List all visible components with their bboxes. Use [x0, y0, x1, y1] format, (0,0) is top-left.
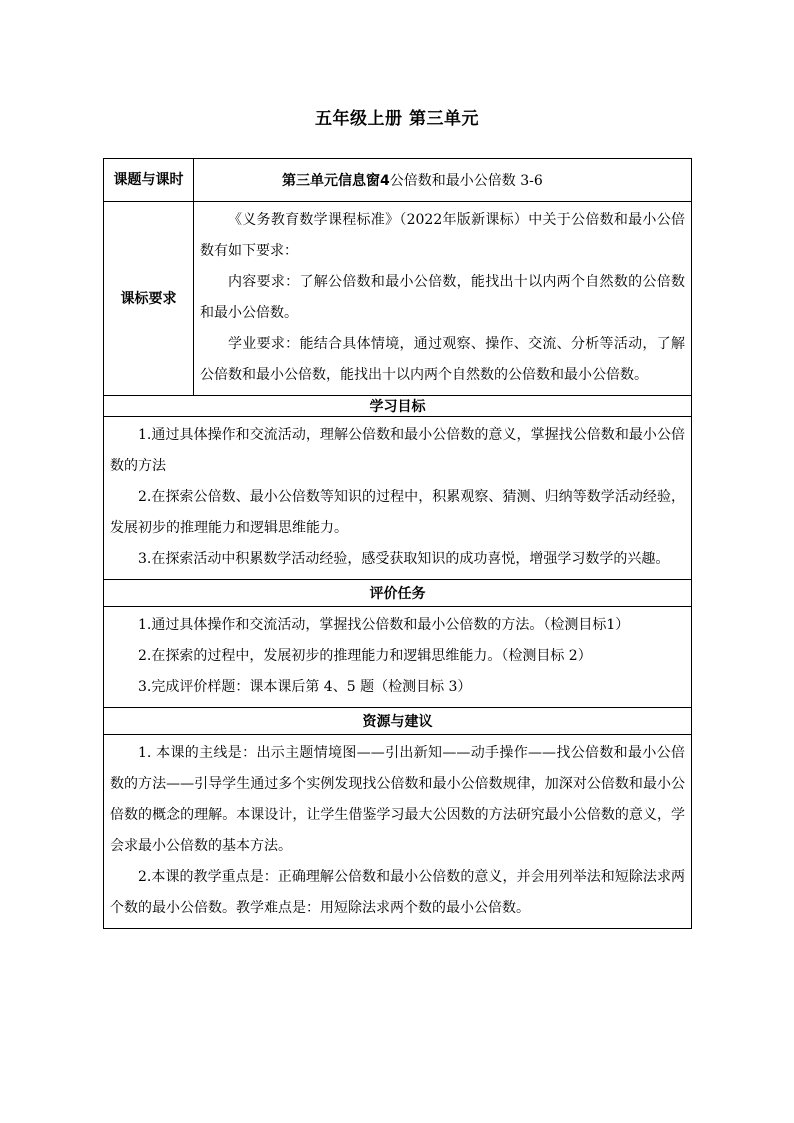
objectives-heading: 学习目标: [104, 396, 692, 417]
evaluation-heading: 评价任务: [104, 580, 692, 607]
standard-paragraph: 内容要求：了解公倍数和最小公倍数，能找出十以内两个自然数的公倍数和最小公倍数。: [200, 274, 685, 321]
standard-row: [104, 202, 692, 396]
resources-row: [104, 735, 692, 929]
lesson-title-row: [104, 159, 692, 202]
lesson-title: [194, 159, 692, 202]
standard-content: [194, 202, 692, 396]
evaluation-heading-row: [104, 580, 692, 607]
objective-item: 1.通过具体操作和交流活动，理解公倍数和最小公倍数的意义，掌握找公倍数和最小公倍数的方法: [110, 427, 685, 474]
objectives-content: [104, 417, 692, 580]
objective-item: 2.在探索公倍数、最小公倍数等知识的过程中，积累观察、猜测、归纳等数学活动经验，发展初步的推理能力和逻辑思维能力。: [110, 489, 685, 536]
objective-item: 3.在探索活动中积累数学活动经验，感受获取知识的成功喜悦，增强学习数学的兴趣。: [138, 551, 670, 567]
standard-paragraph: 《义务教育数学课程标准》（2022年版新课标）中关于公倍数和最小公倍数有如下要求：: [200, 212, 685, 259]
resources-heading-row: [104, 708, 692, 735]
page-title: 五年级上册 第三单元: [315, 109, 479, 129]
evaluation-content: [104, 607, 692, 708]
lesson-title-topic: 公倍数和最小公倍数 3-6: [389, 173, 543, 189]
lesson-label: 课题与课时: [104, 159, 194, 202]
evaluation-item: 3.完成评价样题：课本课后第 4、5 题（检测目标 3）: [138, 679, 472, 695]
resource-item: 1. 本课的主线是：出示主题情境图——引出新知——动手操作——找公倍数和最小公倍数的方法——引导学生通过多个实例发现找公倍数和最小公倍数规律，加深对公倍数和最小公倍数的概念的理解。本课设计，让学生借鉴学习最大公因数的方法研究最小公倍数的意义，学会求最小公倍数的基本方法。: [110, 745, 685, 854]
standard-label: 课标要求: [104, 202, 194, 396]
objectives-heading-row: [104, 396, 692, 417]
objectives-row: [104, 417, 692, 580]
evaluation-row: [104, 607, 692, 708]
resource-item: 2.本课的教学重点是：正确理解公倍数和最小公倍数的意义，并会用列举法和短除法求两个数的最小公倍数。教学难点是：用短除法求两个数的最小公倍数。: [110, 869, 685, 916]
evaluation-item: 1.通过具体操作和交流活动，掌握找公倍数和最小公倍数的方法。（检测目标1）: [138, 617, 630, 633]
resources-heading: 资源与建议: [104, 708, 692, 735]
resources-content: [104, 735, 692, 929]
lesson-title-unit: 第三单元信息窗4: [282, 173, 390, 189]
evaluation-item: 2.在探索的过程中，发展初步的推理能力和逻辑思维能力。（检测目标 2）: [138, 648, 592, 664]
lesson-plan-table: [103, 158, 692, 929]
standard-paragraph: 学业要求：能结合具体情境，通过观察、操作、交流、分析等活动，了解公倍数和最小公倍数，能找出十以内两个自然数的公倍数和最小公倍数。: [200, 336, 685, 383]
